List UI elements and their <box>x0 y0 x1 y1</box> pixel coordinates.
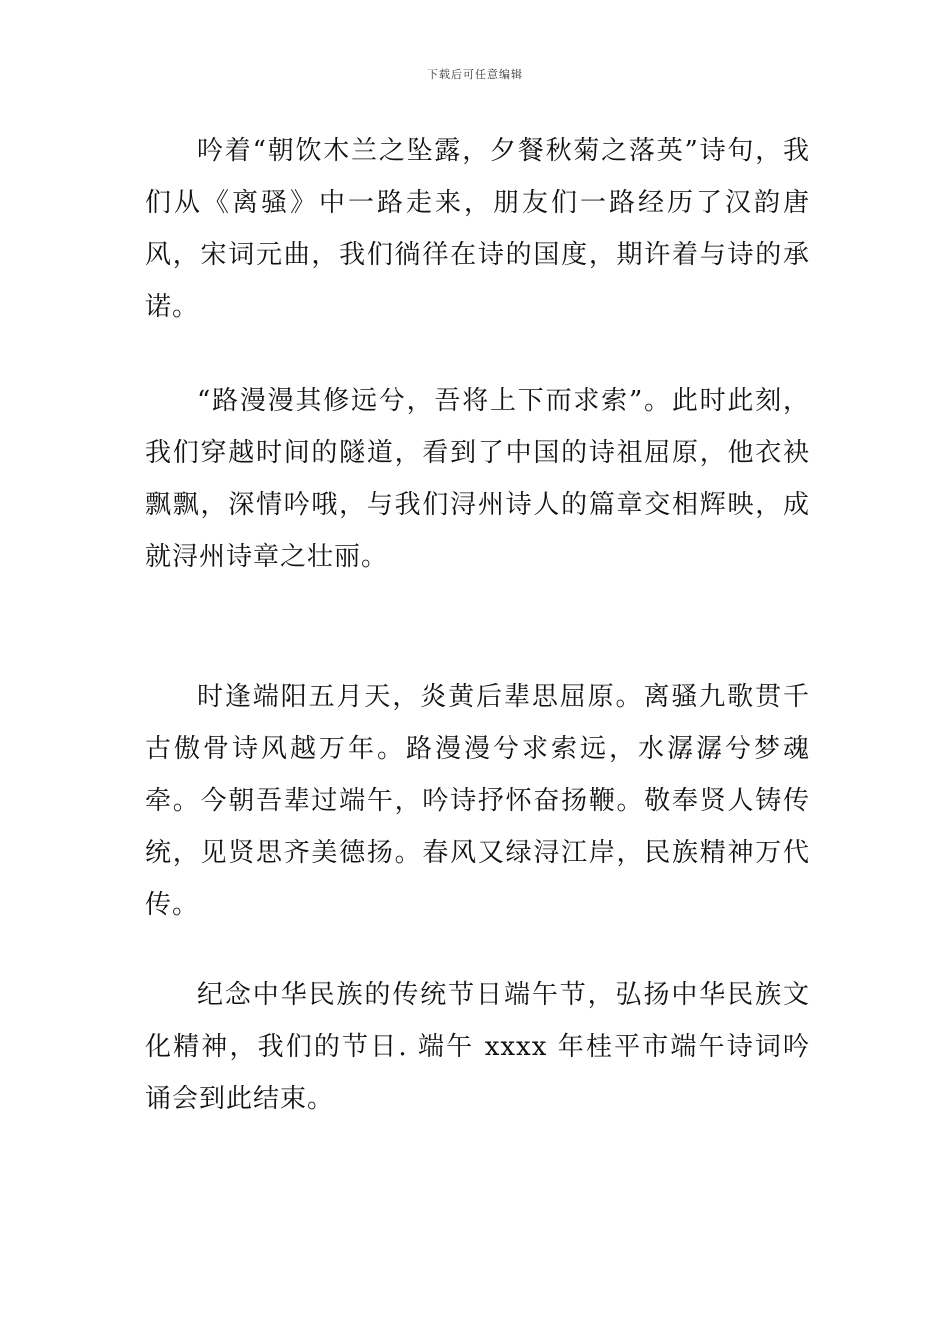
paragraph-poem: 时逢端阳五月天，炎黄后辈思屈原。离骚九歌贯千古傲骨诗风越万年。路漫漫兮求索远，水潺潺兮梦魂牵。今朝吾辈过端午，吟诗抒怀奋扬鞭。敬奉贤人铸传统，见贤思齐美德扬。春风又绿浔江岸，民族精神万代传。 <box>145 682 810 920</box>
paragraph-quyuan: “路漫漫其修远兮，吾将上下而求索”。此时此刻，我们穿越时间的隧道，看到了中国的诗祖屈原，他衣袂飘飘，深情吟哦，与我们浔州诗人的篇章交相辉映，成就浔州诗章之壮丽。 <box>145 386 810 572</box>
paragraph-opening: 吟着“朝饮木兰之坠露，夕餐秋菊之落英”诗句，我们从《离骚》中一路走来，朋友们一路经历了汉韵唐风，宋词元曲，我们徜徉在诗的国度，期许着与诗的承诺。 <box>145 136 810 322</box>
paragraph-closing: 纪念中华民族的传统节日端午节，弘扬中华民族文化精神，我们的节日. 端午 xxxx 年桂平市端午诗词吟诵会到此结束。 <box>145 980 810 1114</box>
page-header-note: 下载后可任意编辑 <box>427 68 523 81</box>
